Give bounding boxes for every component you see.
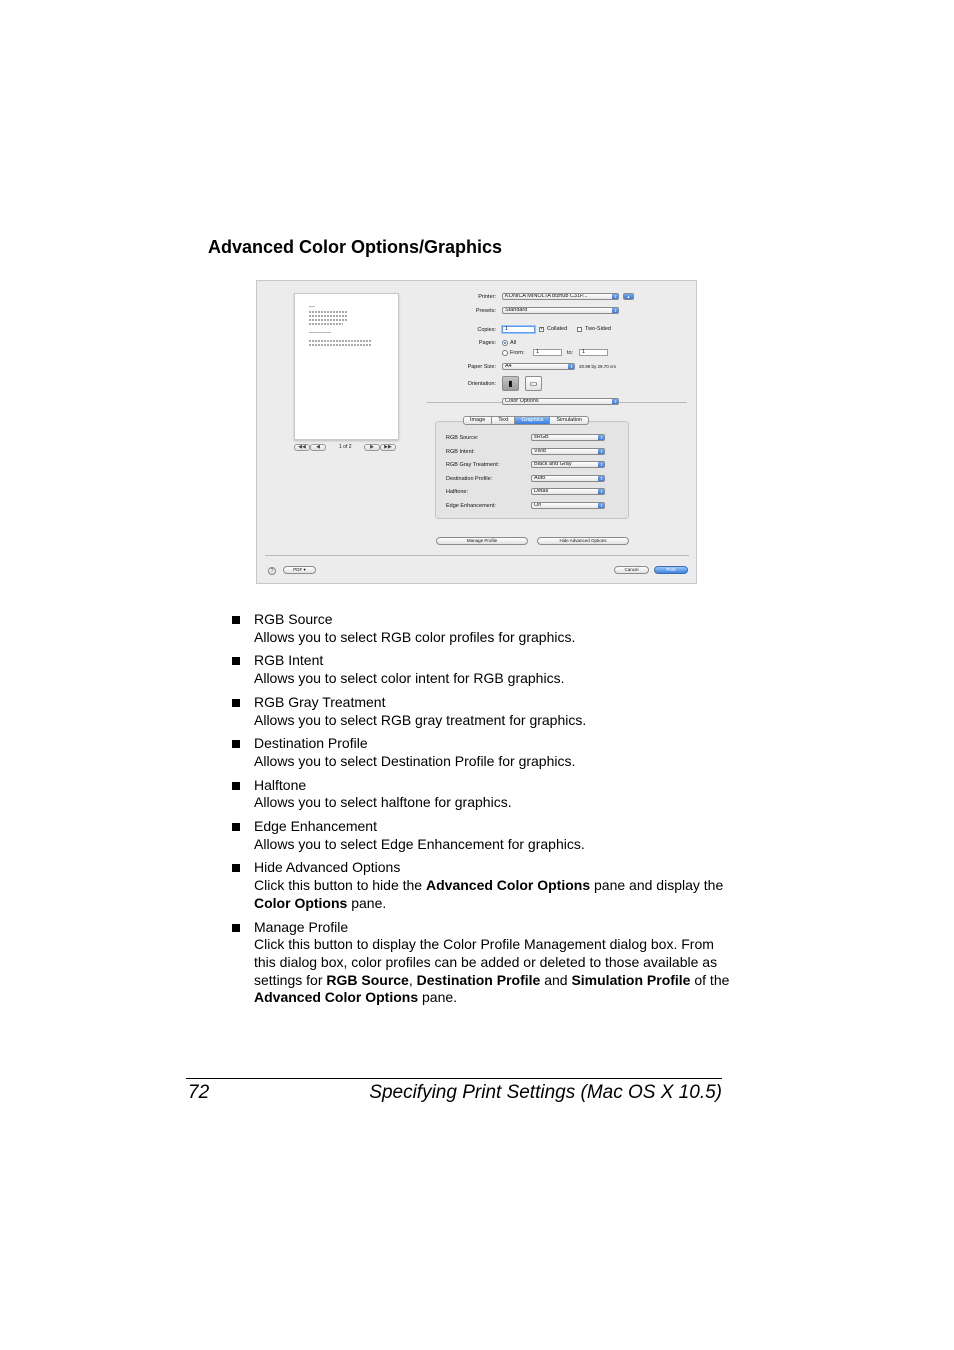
printer-popup[interactable] <box>502 293 619 300</box>
list-item <box>232 777 732 812</box>
landscape-icon: ▭ <box>529 379 538 388</box>
list-item <box>232 694 732 729</box>
item-title: Halftone <box>254 776 307 793</box>
presets-label: Presets: <box>475 308 496 314</box>
next-page-button[interactable]: ▶ <box>364 444 380 451</box>
popup-arrows-icon: ⇕ <box>599 449 604 454</box>
description-text: pane. <box>418 989 458 1006</box>
print-dialog-screenshot <box>256 280 697 584</box>
portrait-icon: ▮ <box>508 379 513 388</box>
pages-all-label: All <box>510 340 517 346</box>
item-description <box>254 877 732 912</box>
popup-arrows-icon: ⇕ <box>569 364 574 369</box>
description-text: , <box>408 971 417 988</box>
item-title: Edge Enhancement <box>254 818 377 835</box>
collated-label: Collated <box>547 326 568 332</box>
item-description <box>254 936 732 1007</box>
preview-nav-back <box>294 444 326 451</box>
cancel-button[interactable]: Cancel <box>614 566 649 574</box>
emphasis-text: Advanced Color Options <box>254 989 419 1006</box>
presets-value: Standard <box>505 307 528 313</box>
presets-popup[interactable] <box>502 307 619 314</box>
pages-to-field[interactable]: 1 <box>579 349 608 356</box>
popup-arrows-icon: ⇕ <box>613 308 618 313</box>
rgb-gray-treatment-label: RGB Gray Treatment: <box>446 462 500 468</box>
footer-rule <box>186 1078 722 1079</box>
description-text: Click this button to display the Color Profile Management dialog box. From this dialog box, color profiles can be added or deleted to those available as settings for <box>254 936 718 988</box>
color-options-tabs <box>464 416 589 425</box>
rgb-source-label: RGB Source: <box>446 435 479 441</box>
hide-advanced-options-button[interactable]: Hide Advanced Options <box>537 537 629 545</box>
popup-arrows-icon: ⇕ <box>613 294 618 299</box>
popup-arrows-icon: ⇕ <box>599 435 604 440</box>
item-description: Allows you to select Destination Profile for graphics. <box>254 752 576 769</box>
rgb-intent-popup[interactable] <box>531 448 605 455</box>
previous-page-button[interactable]: ◀ <box>310 444 326 451</box>
popup-arrows-icon: ⇕ <box>599 476 604 481</box>
destination-profile-value: Auto <box>534 475 546 481</box>
copies-label: Copies: <box>477 327 496 333</box>
list-item <box>232 919 732 1008</box>
two-sided-label: Two-Sided <box>585 326 611 332</box>
edge-enhancement-label: Edge Enhancement: <box>446 503 496 509</box>
pages-all-radio[interactable] <box>502 340 508 346</box>
popup-arrows-icon: ⇕ <box>613 399 618 404</box>
pages-from-radio[interactable] <box>502 350 508 356</box>
printer-info-button[interactable] <box>623 293 634 300</box>
printer-value: KONICA MINOLTA bizhub C31P... <box>505 293 588 299</box>
tab-text[interactable]: Text <box>491 416 515 425</box>
tab-image[interactable]: Image <box>463 416 492 425</box>
rgb-gray-treatment-value: Black and Gray <box>534 461 572 467</box>
print-button[interactable]: Print <box>654 566 688 574</box>
item-description: Allows you to select color intent for RGB graphics. <box>254 670 565 687</box>
list-item <box>232 611 732 646</box>
item-title: RGB Intent <box>254 652 324 669</box>
description-text: pane. <box>347 894 387 911</box>
rgb-intent-label: RGB Intent: <box>446 449 475 455</box>
paper-size-dimensions: 20.99 by 29.70 cm <box>579 364 617 369</box>
item-description: Allows you to select RGB gray treatment for graphics. <box>254 711 587 728</box>
item-description: Allows you to select halftone for graphics. <box>254 794 512 811</box>
list-item <box>232 818 732 853</box>
destination-profile-label: Destination Profile: <box>446 476 493 482</box>
page-count: 1 of 2 <box>339 444 352 450</box>
item-title: Hide Advanced Options <box>254 859 401 876</box>
emphasis-text: Color Options <box>254 894 348 911</box>
running-title: Specifying Print Settings (Mac OS X 10.5) <box>369 1082 722 1103</box>
pages-label: Pages: <box>478 340 496 346</box>
first-page-button[interactable]: ◀◀ <box>294 444 310 451</box>
panel-popup[interactable] <box>502 398 619 405</box>
orientation-label: Orientation: <box>467 381 496 387</box>
edge-enhancement-popup[interactable] <box>531 502 605 509</box>
pdf-button[interactable]: PDF ▾ <box>283 566 316 574</box>
paper-size-label: Paper Size: <box>467 364 496 370</box>
pages-from-field[interactable]: 1 <box>533 349 562 356</box>
item-title: RGB Source <box>254 611 333 627</box>
description-text: pane and display the <box>590 877 724 894</box>
description-text: Click this button to hide the <box>254 877 426 894</box>
item-title: Manage Profile <box>254 918 349 935</box>
popup-arrows-icon: ⇕ <box>599 462 604 467</box>
description-text: of the <box>690 971 730 988</box>
portrait-orientation-button[interactable] <box>502 376 519 391</box>
halftone-popup[interactable] <box>531 488 605 495</box>
page-number: 72 <box>188 1082 210 1103</box>
pages-to-label: to: <box>567 350 574 356</box>
rgb-source-popup[interactable] <box>531 434 605 441</box>
edge-enhancement-value: On <box>534 502 542 508</box>
emphasis-text: Destination Profile <box>416 971 541 988</box>
help-button[interactable]: ? <box>268 567 276 575</box>
tab-graphics[interactable]: Graphics <box>514 416 550 425</box>
copies-field[interactable]: 1 <box>502 326 535 333</box>
item-description: Allows you to select RGB color profiles for graphics. <box>254 628 576 645</box>
panel-value: Color Options <box>505 398 539 404</box>
rgb-gray-treatment-popup[interactable] <box>531 461 605 468</box>
popup-arrows-icon: ⇕ <box>599 489 604 494</box>
option-list <box>232 611 732 1013</box>
description-text: and <box>540 971 572 988</box>
destination-profile-popup[interactable] <box>531 475 605 482</box>
list-item <box>232 735 732 770</box>
halftone-label: Halftone: <box>446 489 469 495</box>
item-title: Destination Profile <box>254 735 368 752</box>
emphasis-text: Simulation Profile <box>571 971 691 988</box>
paper-size-popup[interactable] <box>502 363 575 370</box>
preview-nav-forward <box>364 444 396 451</box>
rgb-source-value: sRGB <box>534 434 549 440</box>
halftone-value: Detail <box>534 488 549 494</box>
collated-checkbox[interactable]: ✓ <box>540 326 545 332</box>
popup-arrows-icon: ⇕ <box>599 503 604 508</box>
manage-profile-button[interactable]: Manage Profile <box>436 537 528 545</box>
emphasis-text: Advanced Color Options <box>426 877 591 894</box>
two-sided-checkbox[interactable] <box>577 327 582 332</box>
chevron-up-icon: ▲ <box>623 293 634 300</box>
last-page-button[interactable]: ▶▶ <box>380 444 396 451</box>
footer-separator <box>265 555 689 556</box>
graphics-settings-group <box>435 421 629 519</box>
paper-size-value: A4 <box>505 363 512 369</box>
landscape-orientation-button[interactable] <box>525 376 542 391</box>
printer-label: Printer: <box>478 294 496 300</box>
pages-from-label: From: <box>510 350 525 356</box>
rgb-intent-value: Vivid <box>534 448 546 454</box>
tab-simulation[interactable]: Simulation <box>549 416 589 425</box>
item-title: RGB Gray Treatment <box>254 693 386 710</box>
list-item <box>232 652 732 687</box>
list-item <box>232 859 732 912</box>
section-heading: Advanced Color Options/Graphics <box>208 237 503 257</box>
emphasis-text: RGB Source <box>326 971 409 988</box>
item-description: Allows you to select Edge Enhancement for graphics. <box>254 835 585 852</box>
page-preview <box>294 293 399 440</box>
